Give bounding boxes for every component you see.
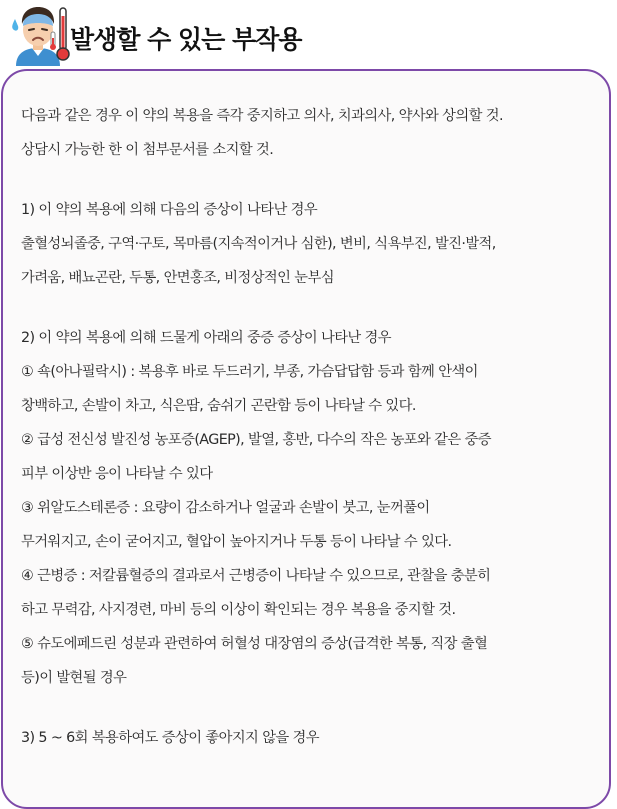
spacer <box>21 167 611 193</box>
spacer <box>21 295 611 321</box>
section-2-item-5-line-2: 등)이 발현될 경우 <box>21 670 127 686</box>
section-header <box>6 2 606 66</box>
section-2-item-3-line-2: 무거워지고, 손이 굳어지고, 혈압이 높아지거나 두통 등이 나타날 수 있다. <box>21 534 452 550</box>
section-1-line-1: 출혈성뇌졸중, 구역·구토, 목마름(지속적이거나 심한), 변비, 식욕부진, 발진·발적, <box>21 236 496 252</box>
page-title: 발생할 수 있는 부작용 <box>70 25 302 54</box>
section-1-heading: 1) 이 약의 복용에 의해 다음의 증상이 나타난 경우 <box>21 202 318 218</box>
intro-line-2: 상담시 가능한 한 이 첨부문서를 소지할 것. <box>21 142 274 158</box>
section-2-item-5-line-1: ⑤ 슈도에페드린 성분과 관련하여 허혈성 대장염의 증상(급격한 복통, 직장 출혈 <box>21 636 488 652</box>
section-2-item-4-line-2: 하고 무력감, 사지경련, 마비 등의 이상이 확인되는 경우 복용을 중지할 것. <box>21 602 456 618</box>
section-2-item-2-line-1: ② 급성 전신성 발진성 농포증(AGEP), 발열, 홍반, 다수의 작은 농포와 같은 중증 <box>21 432 491 448</box>
intro-line-1: 다음과 같은 경우 이 약의 복용을 즉각 중지하고 의사, 치과의사, 약사와 상의할 것. <box>21 108 503 124</box>
section-2-item-4-line-1: ④ 근병증 : 저칼륨혈증의 결과로서 근병증이 나타날 수 있으므로, 관찰을 충분히 <box>21 568 491 584</box>
sick-person-thermometer-icon <box>6 2 70 66</box>
side-effects-body <box>21 99 611 755</box>
spacer <box>21 695 611 721</box>
section-1-line-2: 가려움, 배뇨곤란, 두통, 안면홍조, 비정상적인 눈부심 <box>21 270 334 286</box>
section-2-item-1-line-2: 창백하고, 손발이 차고, 식은땀, 숨쉬기 곤란함 등이 나타날 수 있다. <box>21 398 416 414</box>
section-2-item-2-line-2: 피부 이상반 응이 나타날 수 있다 <box>21 466 213 482</box>
section-2-item-3-line-1: ③ 위알도스테론증 : 요량이 감소하거나 얼굴과 손발이 붓고, 눈꺼풀이 <box>21 500 430 516</box>
section-2-heading: 2) 이 약의 복용에 의해 드물게 아래의 중증 증상이 나타난 경우 <box>21 330 391 346</box>
section-3-heading: 3) 5 ~ 6회 복용하여도 증상이 좋아지지 않을 경우 <box>21 730 319 746</box>
section-2-item-1-line-1: ① 쇽(아나필락시) : 복용후 바로 두드러기, 부종, 가슴답답함 등과 함께 안색이 <box>21 364 478 380</box>
side-effects-card <box>1 69 611 809</box>
